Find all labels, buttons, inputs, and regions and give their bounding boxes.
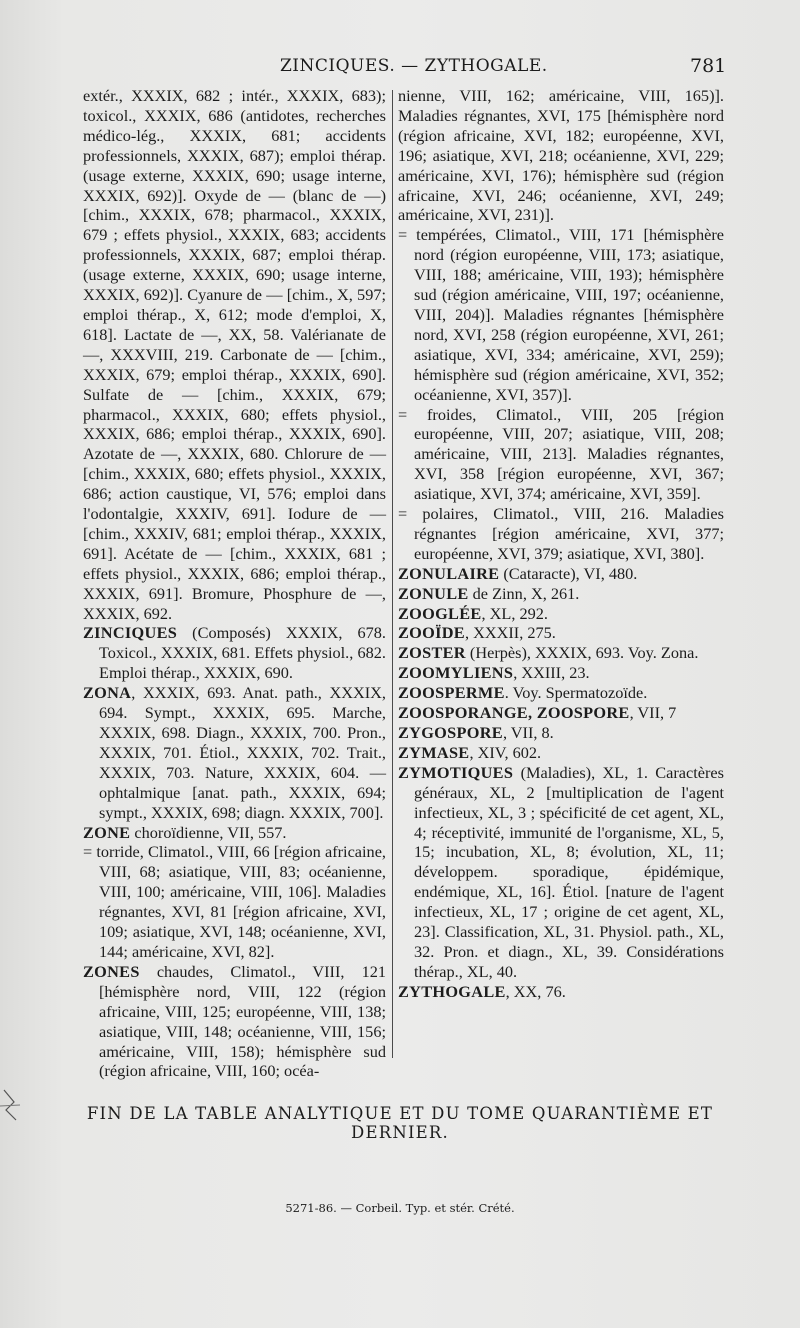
right-column xyxy=(398,86,724,1002)
left-column xyxy=(83,86,386,1081)
entry-heading: ZOOMYLIENS xyxy=(398,663,514,683)
entry-heading: ZONE xyxy=(83,822,131,842)
index-entry: ZOSTER (Herpès), XXXIX, 693. Voy. Zona. xyxy=(398,643,699,663)
index-entry: ZYTHOGALE, XX, 76. xyxy=(398,981,566,1001)
entry-heading: ZOOÏDE xyxy=(398,623,465,643)
entry-heading: ZOOGLÉE xyxy=(398,603,482,623)
entry-heading: ZYMASE xyxy=(398,742,470,762)
index-entry: = polaires, Climatol., VIII, 216. Maladies régnantes [région américaine, XVI, 377; européenne, XVI, 379; asiatique, XVI, 380]. xyxy=(398,504,724,563)
index-entry: nienne, VIII, 162; américaine, VIII, 165)]. Maladies régnantes, XVI, 175 [hémisphère nord (région africaine, XVI, 182; européenne, XVI, 196; asiatique, XVI, 218; océanienne, XVI, 229; américaine, XVI, 176); hémisphère sud (région africaine, XVI, 246; océanienne, XVI, 249; américaine, XVI, 231)]. xyxy=(398,86,724,225)
index-entry: ZOOGLÉE, XL, 292. xyxy=(398,603,549,623)
index-entry: ZONULE de Zinn, X, 261. xyxy=(398,583,580,603)
index-entry: ZYMASE, XIV, 602. xyxy=(398,742,542,762)
index-entry: extér., XXXIX, 682 ; intér., XXXIX, 683); toxicol., XXXIX, 686 (antidotes, recherches médico-lég., XXXIX, 681; accidents professionnels, XXXIX, 687); emploi thérap. (usage externe, XXXIX, 690; usage interne, XXXIX, 692)]. Oxyde de — (blanc de —) [chim., XXXIX, 678; pharmacol., XXXIX, 679 ; effets physiol., XXXIX, 683; accidents professionnels, XXXIX, 687; emploi thérap. (usage externe, XXXIX, 690; usage interne, XXXIX, 692)]. Cyanure de — [chim., X, 597; emploi thérap., X, 612; mode d'emploi, X, 618]. Lactate de —, XX, 58. Valérianate de —, XXXVIII, 219. Carbonate de — [chim., XXXIX, 679; emploi thérap., XXXIX, 690]. Sulfate de — [chim., XXXIX, 679; pharmacol., XXXIX, 680; effets physiol., XXXIX, 686; emploi thérap., XXXIX, 690]. Azotate de —, XXXIX, 680. Chlorure de — [chim., XXXIX, 680; effets physiol., XXXIX, 686; action caustique, VI, 576; emploi dans l'odontalgie, XXXIV, 691]. Iodure de — [chim., XXXIV, 681; emploi thérap., XXXIX, 691]. Acétate de — [chim., XXXIX, 681 ; effets physiol., XXXIX, 686; emploi thérap., XXXIX, 691]. Bromure, Phosphure de —, XXXIX, 692. xyxy=(83,86,386,623)
index-entry: ZYMOTIQUES (Maladies), XL, 1. Caractères généraux, XL, 2 [multiplication de l'agent infectieux, XL, 3 ; spécificité de cet agent, XL, 4; réceptivité, immunité de l'organisme, XL, 5, 15; incubation, XL, 8; évolution, XL, 11; développem. sporadique, épidémique, endémique, XL, 16]. Étiol. [nature de l'agent infectieux, XL, 17 ; origine de cet agent, XL, 23]. Classification, XL, 31. Physiol. path., XL, 32. Pron. et diagn., XL, 39. Considérations thérap., XL, 40. xyxy=(398,762,724,981)
running-title: ZINCIQUES. — ZYTHOGALE. xyxy=(280,56,548,76)
index-entry: = torride, Climatol., VIII, 66 [région africaine, VIII, 68; asiatique, VIII, 83; océanienne, VIII, 100; américaine, VIII, 106]. Maladies régnantes, XVI, 81 [région africaine, XVI, 109; asiatique, XVI, 148; océanienne, XVI, 144; américaine, XVI, 82]. xyxy=(83,842,386,961)
printer-imprint: 5271-86. — Corbeil. Typ. et stér. Crété. xyxy=(285,1201,515,1215)
entry-heading: ZONA xyxy=(83,683,132,703)
entry-heading: ZYGOSPORE xyxy=(398,723,503,742)
closing-line: FIN DE LA TABLE ANALYTIQUE ET DU TOME QUARANTIÈME ET DERNIER. xyxy=(86,1104,714,1142)
entry-heading: ZYTHOGALE xyxy=(398,981,506,1001)
entry-heading: ZONES xyxy=(83,961,140,981)
entry-heading: ZINCIQUES xyxy=(83,623,178,643)
column-divider xyxy=(392,90,393,1058)
index-entry: ZOOSPORANGE, ZOOSPORE, VII, 7 xyxy=(398,703,677,723)
entry-heading: ZONULE xyxy=(398,583,469,603)
entry-heading: ZOSTER xyxy=(398,643,466,663)
index-entry: ZONES chaudes, Climatol., VIII, 121 [hémisphère nord, VIII, 122 (région africaine, VIII, 125; européenne, VIII, 138; asiatique, VIII, 148; océanienne, VIII, 156; américaine, VIII, 158); hémisphère sud (région africaine, VIII, 160; océa- xyxy=(83,961,386,1081)
index-entry: ZOOÏDE, XXXII, 275. xyxy=(398,623,556,643)
index-entry: ZONE choroïdienne, VII, 557. xyxy=(83,822,287,842)
entry-heading: ZONULAIRE xyxy=(398,563,500,583)
index-entry: ZOOSPERME. Voy. Spermatozoïde. xyxy=(398,683,648,703)
page-header xyxy=(0,52,800,82)
margin-mark-icon xyxy=(0,1088,24,1122)
index-entry: = froides, Climatol., VIII, 205 [région européenne, VIII, 207; asiatique, VIII, 208; américaine, VIII, 213]. Maladies régnantes, XVI, 358 [région européenne, XVI, 367; asiatique, XVI, 374; américaine, XVI, 359]. xyxy=(398,404,724,504)
index-entry: = tempérées, Climatol., VIII, 171 [hémisphère nord (région européenne, VIII, 173; asiatique, VIII, 188; américaine, VIII, 193); hémisphère sud (région américaine, VIII, 197; océanienne, VIII, 204)]. Maladies régnantes [hémisphère nord, XVI, 258 (région européenne, XVI, 261; asiatique, XVI, 334; américaine, XVI, 259); hémisphère sud (région américaine, XVI, 352; océanienne, XVI, 357)]. xyxy=(398,225,724,404)
entry-heading: ZOOSPERME xyxy=(398,683,505,703)
index-entry: ZINCIQUES (Composés) XXXIX, 678. Toxicol., XXXIX, 681. Effets physiol., 682. Emploi thérap., XXXIX, 690. xyxy=(83,623,386,683)
index-entry: ZONULAIRE (Cataracte), VI, 480. xyxy=(398,563,638,583)
index-entry: ZONA, XXXIX, 693. Anat. path., XXXIX, 694. Sympt., XXXIX, 695. Marche, XXXIX, 698. Diagn., XXXIX, 700. Pron., XXXIX, 701. Étiol., XXXIX, 702. Trait., XXXIX, 703. Nature, XXXIX, 604. — ophtalmique [anat. path., XXXIX, 694; sympt., XXXIX, 698; diagn. XXXIX, 700]. xyxy=(83,683,386,822)
index-entry: ZYGOSPORE, VII, 8. xyxy=(398,723,554,742)
index-entry: ZOOMYLIENS, XXIII, 23. xyxy=(398,663,590,683)
entry-heading: ZYMOTIQUES xyxy=(398,762,514,782)
page-number: 781 xyxy=(690,55,727,77)
entry-heading: ZOOSPORANGE, ZOOSPORE xyxy=(398,703,630,723)
